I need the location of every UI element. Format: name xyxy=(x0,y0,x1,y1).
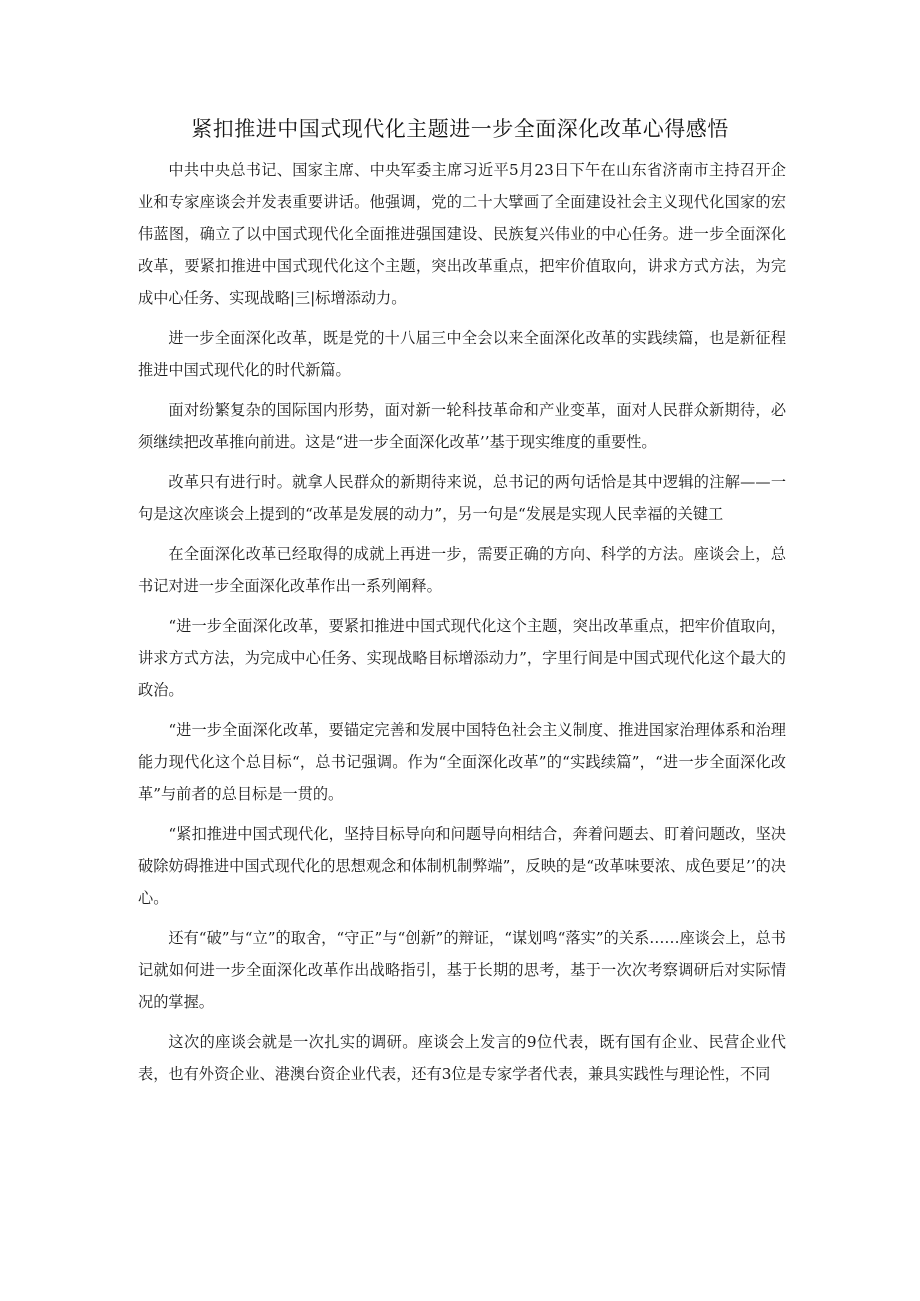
paragraph-5: 在全面深化改革已经取得的成就上再进一步，需要正确的方向、科学的方法。座谈会上，总书记对进一步全面深化改革作出一系列阐释。 xyxy=(138,545,786,595)
document-body xyxy=(138,154,786,1090)
paragraph-9: 还有“破”与“立”的取舍，“守正”与“创新”的辩证，“谋划鸣“落实”的关系……座谈会上，总书记就如何进一步全面深化改革作出战略指引，基于长期的思考，基于一次次考察调研后对实际情况的掌握。 xyxy=(138,929,786,1011)
paragraph-3: 面对纷繁复杂的国际国内形势，面对新一轮科技革命和产业变革，面对人民群众新期待，必须继续把改革推向前进。这是“进一步全面深化改革’’基于现实维度的重要性。 xyxy=(138,401,786,451)
paragraph-2: 进一步全面深化改革，既是党的十八届三中全会以来全面深化改革的实践续篇，也是新征程推进中国式现代化的时代新篇。 xyxy=(138,329,786,379)
paragraph-4: 改革只有进行时。就拿人民群众的新期待来说，总书记的两句话恰是其中逻辑的注解——一句是这次座谈会上提到的“改革是发展的动力”，另一句是“发展是实现人民幸福的关键工 xyxy=(138,473,786,523)
document-title: 紧扣推进中国式现代化主题进一步全面深化改革心得感悟 xyxy=(191,117,729,141)
paragraph-6: “进一步全面深化改革，要紧扣推进中国式现代化这个主题，突出改革重点，把牢价值取向，讲求方式方法，为完成中心任务、实现战略目标增添动力”，字里行间是中国式现代化这个最大的政治。 xyxy=(138,617,786,699)
paragraph-1: 中共中央总书记、国家主席、中央军委主席习近平5月23日下午在山东省济南市主持召开企业和专家座谈会并发表重要讲话。他强调，党的二十大擘画了全面建设社会主义现代化国家的宏伟蓝图，确立了以中国式现代化全面推进强国建设、民族复兴伟业的中心任务。进一步全面深化改革，要紧扣推进中国式现代化这个主题，突出改革重点，把牢价值取向，讲求方式方法，为完成中心任务、实现战略|三|标增添动力。 xyxy=(138,161,786,307)
paragraph-8: “紧扣推进中国式现代化，坚持目标导向和问题导向相结合，奔着问题去、盯着问题改，坚决破除妨碍推进中国式现代化的思想观念和体制机制弊端”，反映的是“改革味要浓、成色要足’’的决心。 xyxy=(138,825,786,907)
paragraph-7: “进一步全面深化改革，要锚定完善和发展中国特色社会主义制度、推进国家治理体系和治理能力现代化这个总目标“，总书记强调。作为“全面深化改革”的“实践续篇”，“进一步全面深化改革”与前者的总目标是一贯的。 xyxy=(138,721,786,803)
paragraph-10: 这次的座谈会就是一次扎实的调研。座谈会上发言的9位代表，既有国有企业、民营企业代表，也有外资企业、港澳台资企业代表，还有3位是专家学者代表，兼具实践性与理论性，不同 xyxy=(138,1033,786,1083)
